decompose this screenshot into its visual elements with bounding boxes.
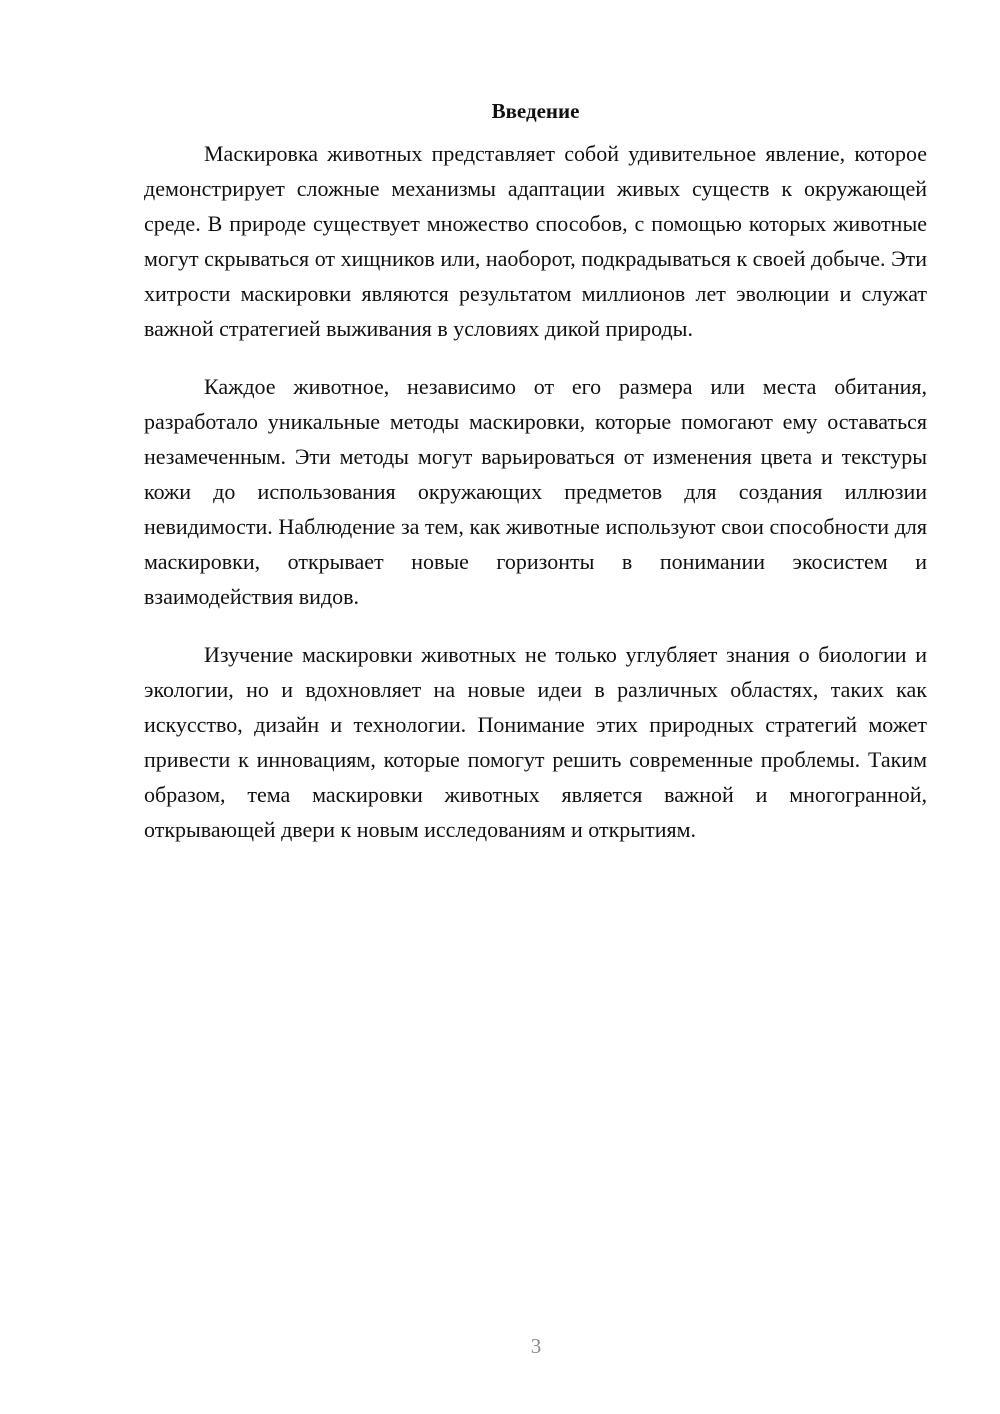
paragraph-conclusion: Изучение маскировки животных не только углубляет знания о биологии и экологии, но и вдохновляет на новые идеи в различных областях, таких как искусство, дизайн и технологии. Понимание этих природных стратегий может привести к инновациям, которые помогут решить современные проблемы. Таким образом, тема маскировки животных является важной и многогранной, открывающей двери к новым исследованиям и открытиям. [144, 642, 927, 842]
page-number: 3 [530, 1334, 542, 1358]
page-content [144, 94, 927, 870]
paragraph-intro: Маскировка животных представляет собой удивительное явление, которое демонстрирует сложные механизмы адаптации живых существ к окружающей среде. В природе существует множество способов, с помощью которых животные могут скрываться от хищников или, наоборот, подкрадываться к своей добыче. Эти хитрости маскировки являются результатом миллионов лет эволюции и служат важной стратегией выживания в условиях дикой природы. [144, 141, 927, 341]
paragraph-methods: Каждое животное, независимо от его размера или места обитания, разработало уникальные методы маскировки, которые помогают ему оставаться незамеченным. Эти методы могут варьироваться от изменения цвета и текстуры кожи до использования окружающих предметов для создания иллюзии невидимости. Наблюдение за тем, как животные используют свои способности для маскировки, открывает новые горизонты в понимании экосистем и взаимодействия видов. [144, 374, 927, 609]
section-heading: Введение [491, 99, 580, 123]
